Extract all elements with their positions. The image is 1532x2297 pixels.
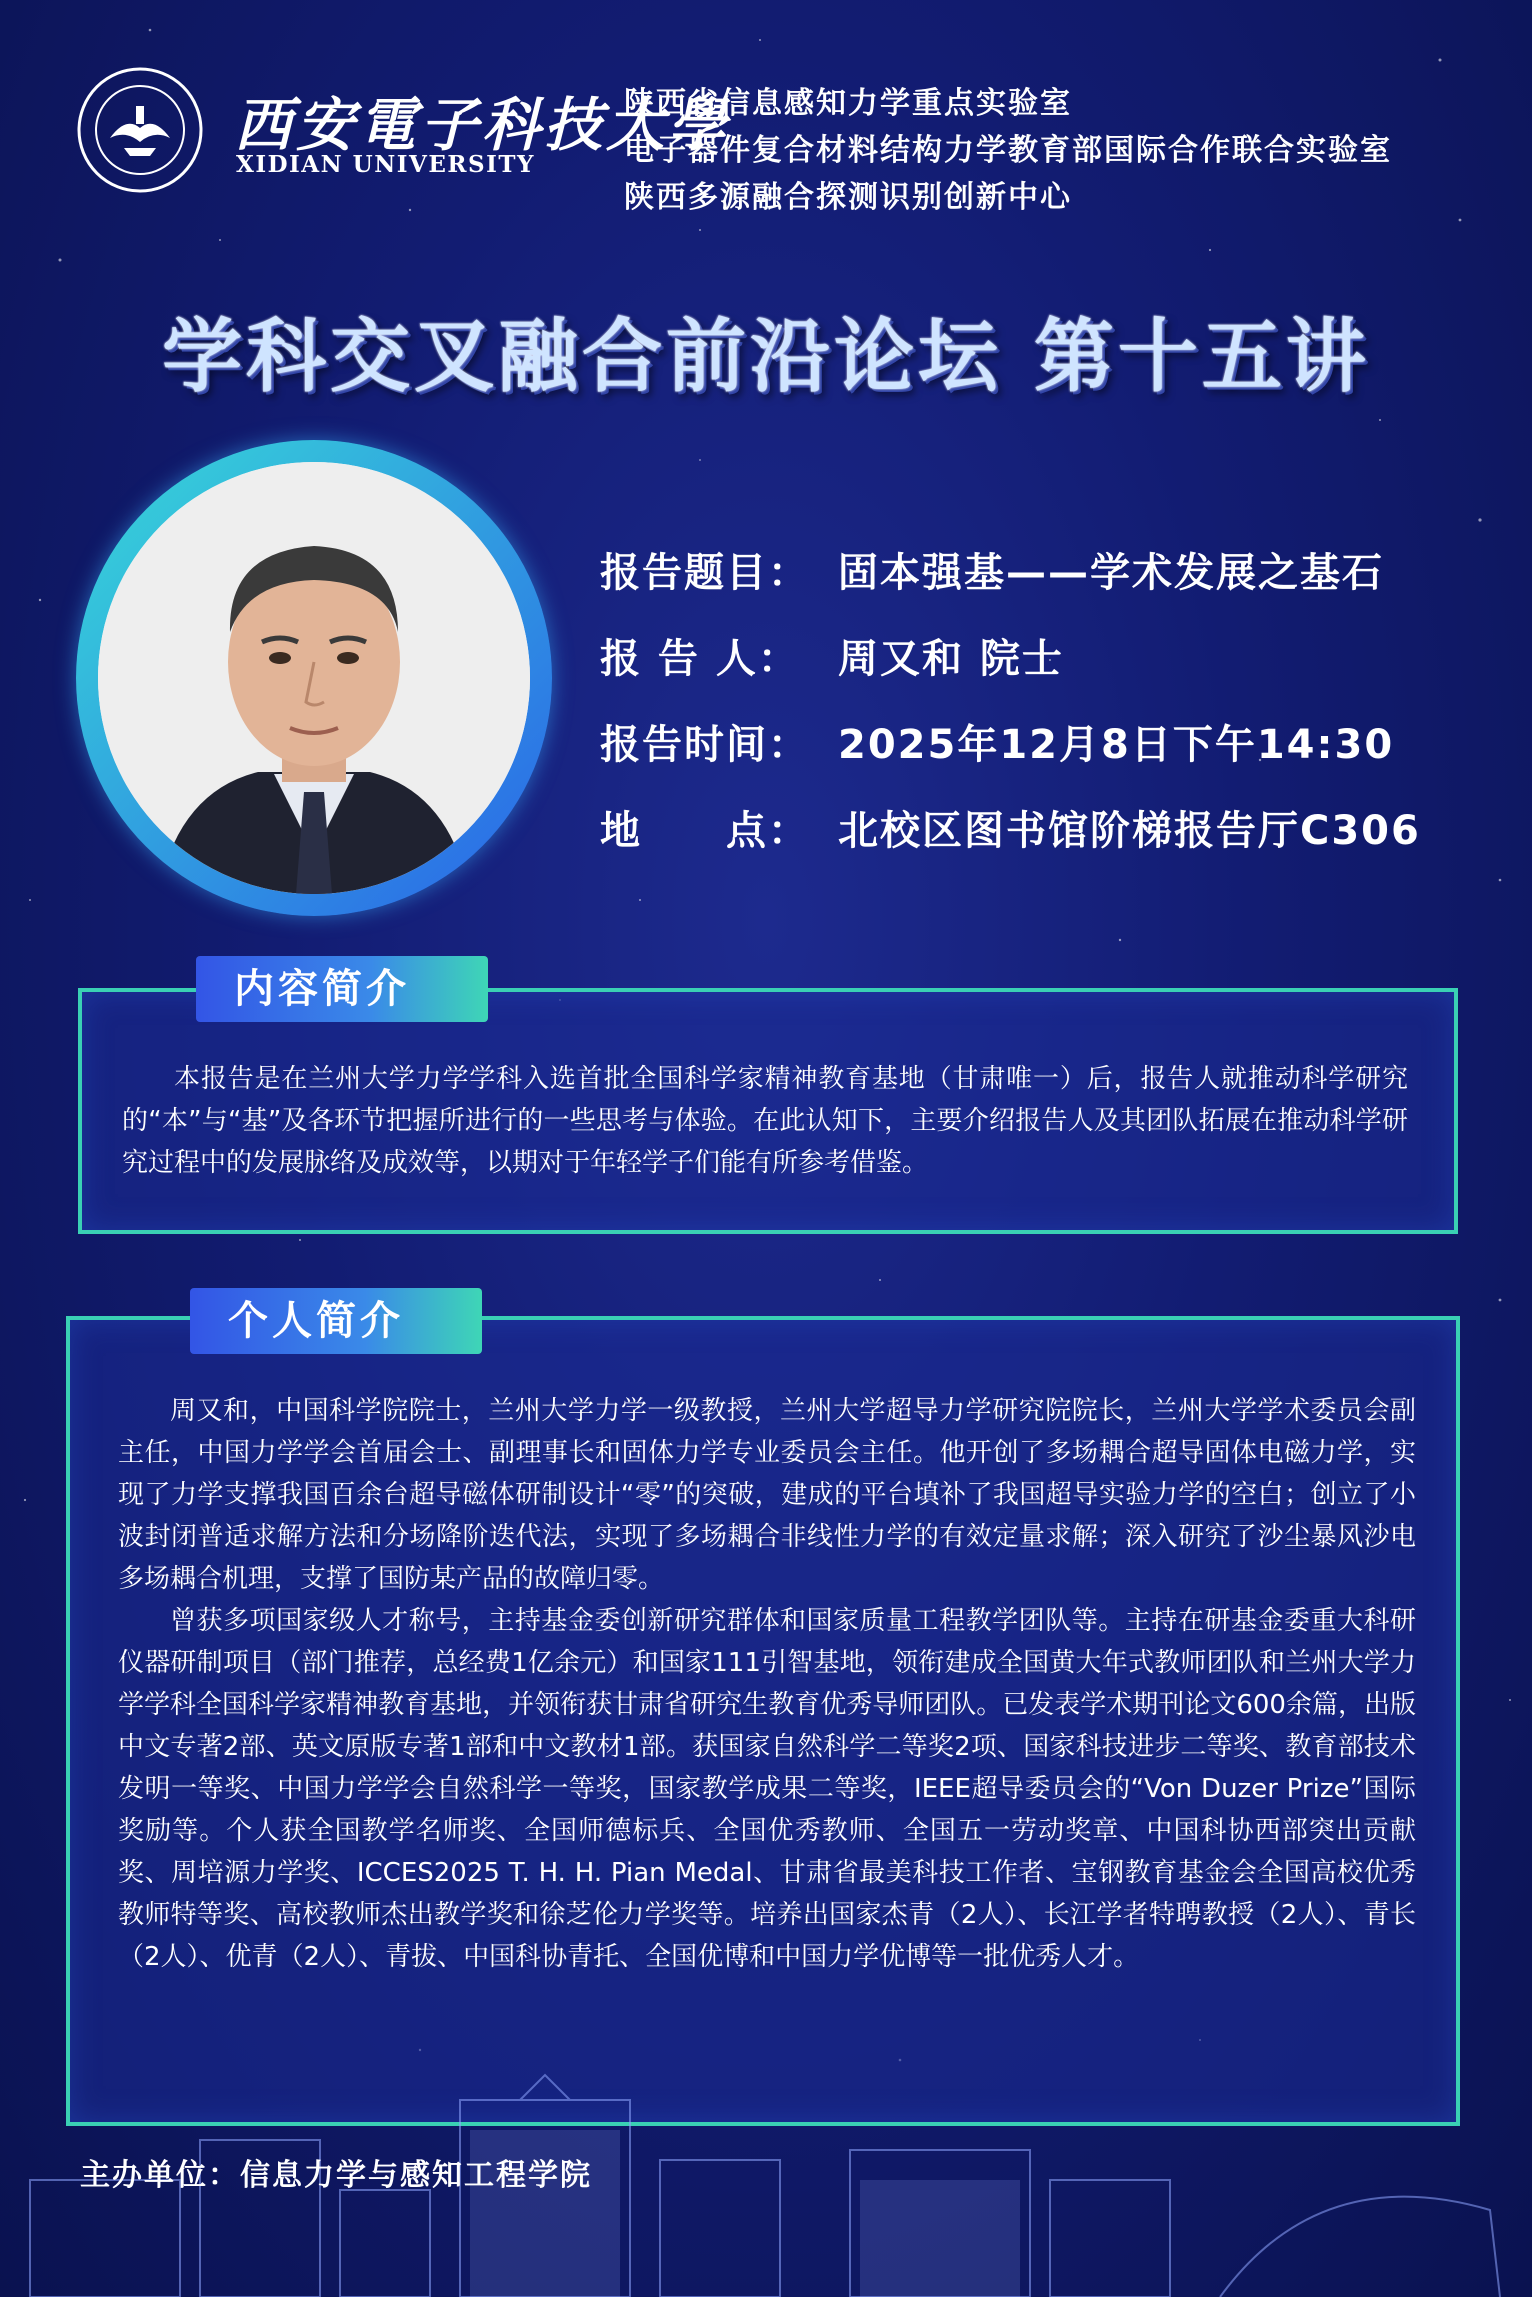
lab-list [624, 80, 1392, 221]
bio-paragraph: 曾获多项国家级人才称号，主持基金委创新研究群体和国家质量工程教学团队等。主持在研基金委重大科研仪器研制项目（部门推荐，总经费1亿余元）和国家111引智基地，领衔建成全国黄大年式教师团队和兰州大学力学学科全国科学家精神教育基地，并领衔获甘肃省研究生教育优秀导师团队。已发表学术期刊论文600余篇，出版中文专著2部、英文原版专著1部和中文教材1部。获国家自然科学二等奖2项、国家科技进步二等奖、教育部技术发明一等奖、中国力学学会自然科学一等奖，国家教学成果二等奖，IEEE超导委员会的“Von Duzer Prize”国际奖励等。个人获全国教学名师奖、全国师德标兵、全国优秀教师、全国五一劳动奖章、中国科协西部突出贡献奖、周培源力学奖、ICCES2025 T. H. H. Pian Medal、甘肃省最美科技工作者、宝钢教育基金会全国高校优秀教师特等奖、高校教师杰出教学奖和徐芝伦力学奖等。培养出国家杰青（2人）、长江学者特聘教授（2人）、青长（2人）、优青（2人）、青拔、中国科协青托、全国优博和中国力学优博等一批优秀人才。 [118, 1606, 1416, 1972]
lab-name: 电子器件复合材料结构力学教育部国际合作联合实验室 [624, 133, 1392, 168]
talk-title-row [600, 530, 1421, 616]
lab-name: 陕西省信息感知力学重点实验室 [624, 86, 1072, 121]
forum-title: 学科交叉融合前沿论坛 第十五讲 [162, 310, 1370, 403]
speaker-row [600, 616, 1421, 702]
content-intro-panel [78, 988, 1458, 1234]
bio-tab: 个人简介 [190, 1288, 482, 1354]
bio-text [118, 1390, 1416, 1978]
content-intro-text [122, 1058, 1408, 1184]
speaker-photo-illustration [98, 462, 530, 894]
speaker-photo [98, 462, 530, 894]
organizer-label: 主办单位：信息力学与感知工程学院 [80, 2158, 592, 2193]
time-row [600, 702, 1421, 788]
bio-panel [66, 1316, 1460, 2126]
talk-title-label: 报告题目： [600, 550, 810, 596]
talk-title-value: 固本强基——学术发展之基石 [838, 550, 1384, 596]
location-label: 地 点： [600, 808, 810, 854]
speaker-label: 报 告 人： [600, 636, 800, 682]
talk-info [600, 530, 1421, 874]
bio-paragraph: 周又和，中国科学院院士，兰州大学力学一级教授，兰州大学超导力学研究院院长，兰州大学学术委员会副主任，中国力学学会首届会士、副理事长和固体力学专业委员会主任。他开创了多场耦合超导固体电磁力学，实现了力学支撑我国百余台超导磁体研制设计“零”的突破，建成的平台填补了我国超导实验力学的空白；创立了小波封闭普适求解方法和分场降阶迭代法，实现了多场耦合非线性力学的有效定量求解；深入研究了沙尘暴风沙电多场耦合机理，支撑了国防某产品的故障归零。 [118, 1396, 1416, 1594]
location-value: 北校区图书馆阶梯报告厅C306 [838, 808, 1421, 854]
university-name-cn: 西安電子科技大學 [234, 91, 731, 159]
university-name-en: XIDIAN UNIVERSITY [236, 151, 535, 178]
content-intro-paragraph: 本报告是在兰州大学力学学科入选首批全国科学家精神教育基地（甘肃唯一）后，报告人就推动科学研究的“本”与“基”及各环节把握所进行的一些思考与体验。在此认知下，主要介绍报告人及其团队拓展在推动科学研究过程中的发展脉络及成效等，以期对于年轻学子们能有所参考借鉴。 [122, 1064, 1408, 1178]
time-label: 报告时间： [600, 722, 810, 768]
speaker-value: 周又和 院士 [838, 636, 1064, 682]
content-intro-tab: 内容简介 [196, 956, 488, 1022]
lab-name: 陕西多源融合探测识别创新中心 [624, 180, 1072, 215]
university-seal-icon [76, 66, 204, 194]
location-row [600, 788, 1421, 874]
speaker-portrait-frame [76, 440, 552, 916]
time-value: 2025年12月8日下午14:30 [838, 722, 1395, 768]
